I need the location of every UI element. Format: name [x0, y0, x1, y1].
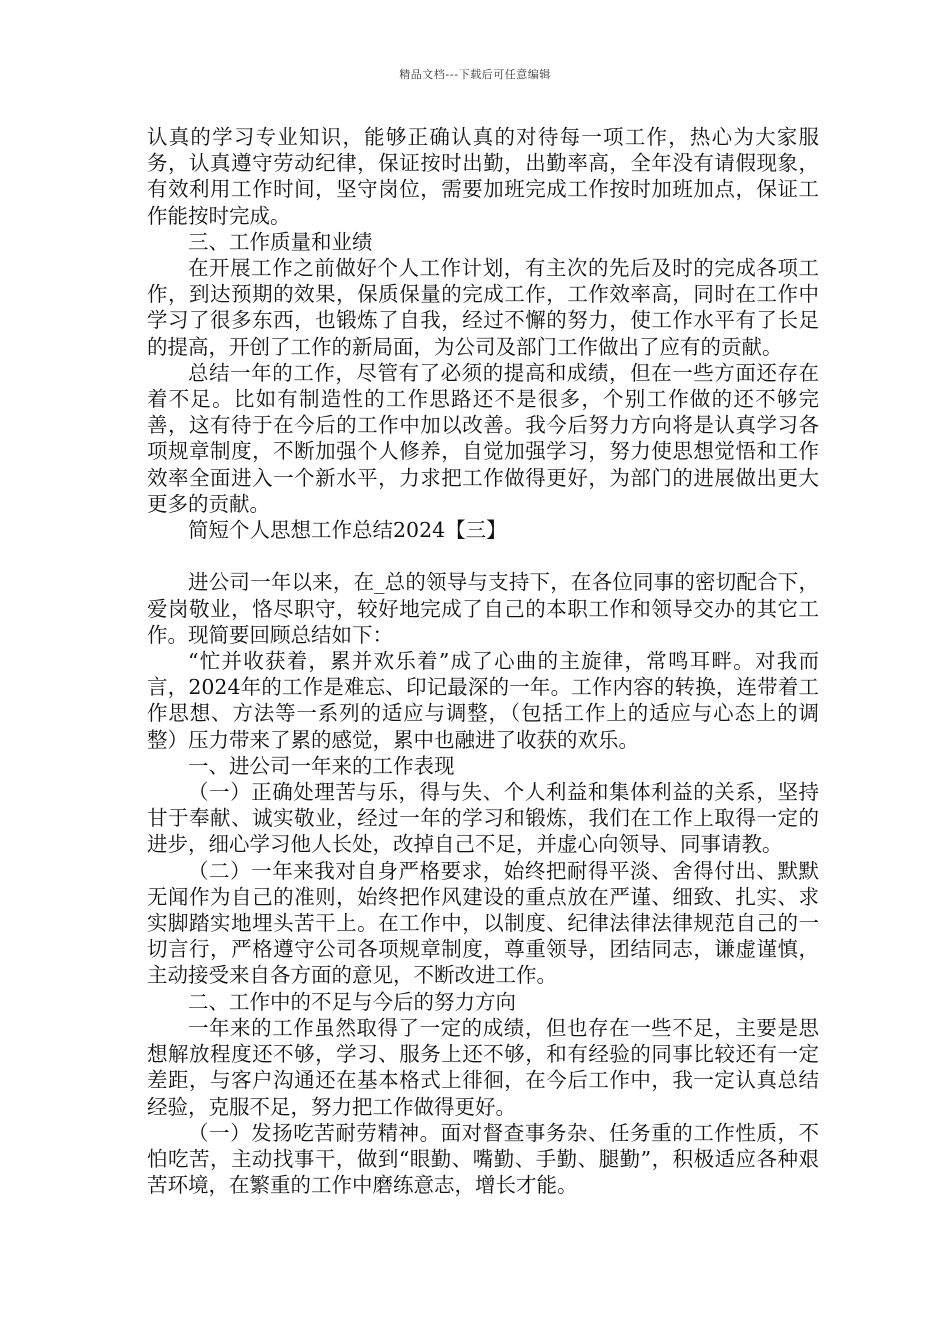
paragraph: 一年来的工作虽然取得了一定的成绩，但也存在一些不足，主要是思想解放程度还不够，学习、服务上还不够，和有经验的同事比较还有一定差距，与客户沟通还在基本格式上徘徊，在今后工作中，我一定认真总结经验，克服不足，努力把工作做得更好。	[147, 1015, 819, 1119]
section-heading: 二、工作中的不足与今后的努力方向	[188, 989, 516, 1014]
paragraph: （二）一年来我对自身严格要求，始终把耐得平淡、舍得付出、默默无闻作为自己的准则，始终把作风建设的重点放在严谨、细致、扎实、求实脚踏实地埋头苦干上。在工作中，以制度、纪律法律法律规范自己的一切言行，严格遵守公司各项规章制度，尊重领导，团结同志，谦虚谨慎，主动接受来自各方面的意见，不断改进工作。	[147, 858, 819, 988]
paragraph: 进公司一年以来，在_总的领导与支持下，在各位同事的密切配合下，爱岗敬业，恪尽职守，较好地完成了自己的本职工作和领导交办的其它工作。现简要回顾总结如下：	[147, 570, 819, 647]
section-heading: 一、进公司一年来的工作表现	[188, 753, 455, 778]
paragraph: （一）发扬吃苦耐劳精神。面对督查事务杂、任务重的工作性质，不怕吃苦，主动找事干，做到“眼勤、嘴勤、手勤、腿勤”，积极适应各种艰苦环境，在繁重的工作中磨练意志，增长才能。	[147, 1120, 819, 1198]
page-header: 精品文档---下载后可任意编辑	[399, 68, 551, 81]
paragraph: （一）正确处理苦与乐，得与失、个人利益和集体利益的关系，坚持甘于奉献、诚实敬业，经过一年的学习和锻炼，我们在工作上取得一定的进步，细心学习他人长处，改掉自己不足，并虚心向领导、同事请教。	[147, 780, 819, 857]
document-title: 简短个人思想工作总结2024【三】	[188, 518, 507, 543]
blank-line	[147, 543, 819, 569]
paragraph: 在开展工作之前做好个人工作计划，有主次的先后及时的完成各项工作，到达预期的效果，保质保量的完成工作，工作效率高，同时在工作中学习了很多东西，也锻炼了自我，经过不懈的努力，使工作水平有了长足的提高，开创了工作的新局面，为公司及部门工作做出了应有的贡献。	[147, 256, 819, 359]
paragraph: “忙并收获着，累并欢乐着”成了心曲的主旋律，常鸣耳畔。对我而言，2024年的工作是难忘、印记最深的一年。工作内容的转换，连带着工作思想、方法等一系列的适应与调整，（包括工作上的适应与心态上的调整）压力带来了累的感觉，累中也融进了收获的欢乐。	[147, 649, 819, 752]
section-heading: 三、工作质量和业绩	[188, 229, 373, 254]
paragraph-continuation: 认真的学习专业知识，能够正确认真的对待每一项工作，热心为大家服务，认真遵守劳动纪律，保证按时出勤，出勤率高，全年没有请假现象，有效利用工作时间，坚守岗位，需要加班完成工作按时加班加点，保证工作能按时完成。	[147, 125, 819, 228]
document-body	[147, 124, 819, 1198]
paragraph: 总结一年的工作，尽管有了必须的提高和成绩，但在一些方面还存在着不足。比如有制造性的工作思路还不是很多，个别工作做的还不够完善，这有待于在今后的工作中加以改善。我今后努力方向将是认真学习各项规章制度，不断加强个人修养，自觉加强学习，努力使思想觉悟和工作效率全面进入一个新水平，力求把工作做得更好，为部门的进展做出更大更多的贡献。	[147, 360, 819, 516]
